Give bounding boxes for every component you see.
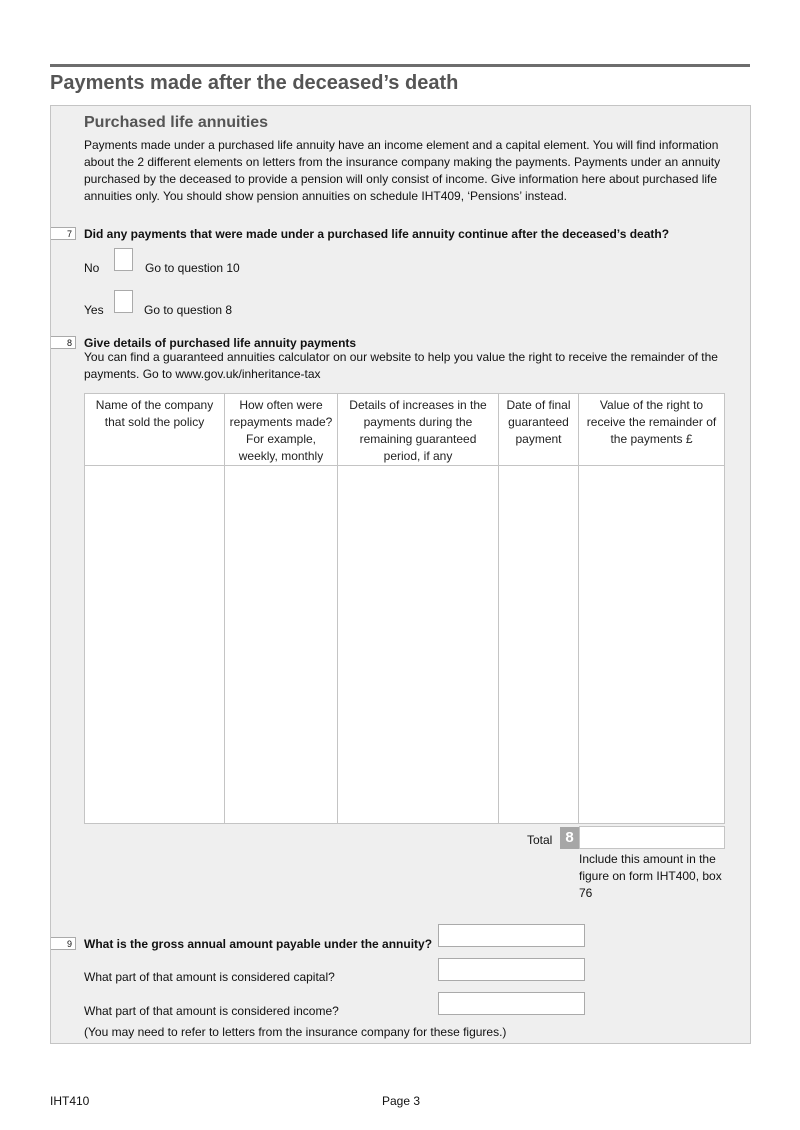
value-cell[interactable] bbox=[579, 466, 725, 824]
question-8-number: 8 bbox=[51, 336, 76, 349]
q7-no-checkbox[interactable] bbox=[114, 248, 133, 271]
total-label: Total bbox=[527, 833, 553, 847]
column-header-company: Name of the company that sold the policy bbox=[85, 394, 225, 466]
question-8-text: Give details of purchased life annuity payments bbox=[84, 336, 357, 350]
income-part-label: What part of that amount is considered income? bbox=[84, 1004, 339, 1018]
question-7-text: Did any payments that were made under a purchased life annuity continue after the deceased’s death? bbox=[84, 227, 670, 241]
increases-cell[interactable] bbox=[338, 466, 499, 824]
table-header-row bbox=[85, 394, 725, 466]
q7-yes-label: Yes bbox=[84, 303, 104, 317]
q7-yes-checkbox[interactable] bbox=[114, 290, 133, 313]
total-box-number: 8 bbox=[560, 827, 579, 849]
capital-part-field[interactable] bbox=[438, 958, 585, 981]
q7-no-label: No bbox=[84, 261, 100, 275]
annuity-payments-table bbox=[84, 393, 725, 824]
q9-note: (You may need to refer to letters from the insurance company for these figures.) bbox=[84, 1025, 507, 1039]
total-field[interactable] bbox=[579, 826, 725, 849]
q7-yes-instruction: Go to question 8 bbox=[144, 303, 233, 317]
page-title: Payments made after the deceased’s death bbox=[50, 72, 459, 94]
capital-part-label: What part of that amount is considered capital? bbox=[84, 970, 335, 984]
page-number: Page 3 bbox=[382, 1094, 421, 1108]
total-note: Include this amount in the figure on form IHT400, box 76 bbox=[579, 852, 722, 900]
section-subtitle: Purchased life annuities bbox=[84, 114, 269, 131]
section-intro: Payments made under a purchased life annuity have an income element and a capital element. You will find information about the 2 different elements on letters from the insurance company making the payments. Payments under an annuity purchased by the deceased to provide a pension will only consist of income. Give information here about purchased life annuities only. You should show pension annuities on schedule IHT409, ‘Pensions’ instead. bbox=[84, 138, 721, 203]
table-row bbox=[85, 466, 725, 824]
question-9-text: What is the gross annual amount payable under the annuity? bbox=[84, 937, 433, 951]
column-header-increases: Details of increases in the payments during the remaining guaranteed period, if any bbox=[338, 394, 499, 466]
frequency-cell[interactable] bbox=[225, 466, 338, 824]
form-code: IHT410 bbox=[50, 1094, 90, 1108]
question-9-number: 9 bbox=[51, 937, 76, 950]
gross-annual-amount-field[interactable] bbox=[438, 924, 585, 947]
top-rule bbox=[50, 64, 750, 67]
company-cell[interactable] bbox=[85, 466, 225, 824]
q7-no-instruction: Go to question 10 bbox=[145, 261, 240, 275]
question-7-number: 7 bbox=[51, 227, 76, 240]
column-header-value: Value of the right to receive the remainder of the payments £ bbox=[579, 394, 725, 466]
column-header-frequency: How often were repayments made? For example, weekly, monthly bbox=[225, 394, 338, 466]
final-date-cell[interactable] bbox=[499, 466, 579, 824]
column-header-final-date: Date of final guaranteed payment bbox=[499, 394, 579, 466]
income-part-field[interactable] bbox=[438, 992, 585, 1015]
question-8-help: You can find a guaranteed annuities calculator on our website to help you value the right to receive the remainder of the payments. Go to www.gov.uk/inheritance-tax bbox=[84, 350, 718, 381]
